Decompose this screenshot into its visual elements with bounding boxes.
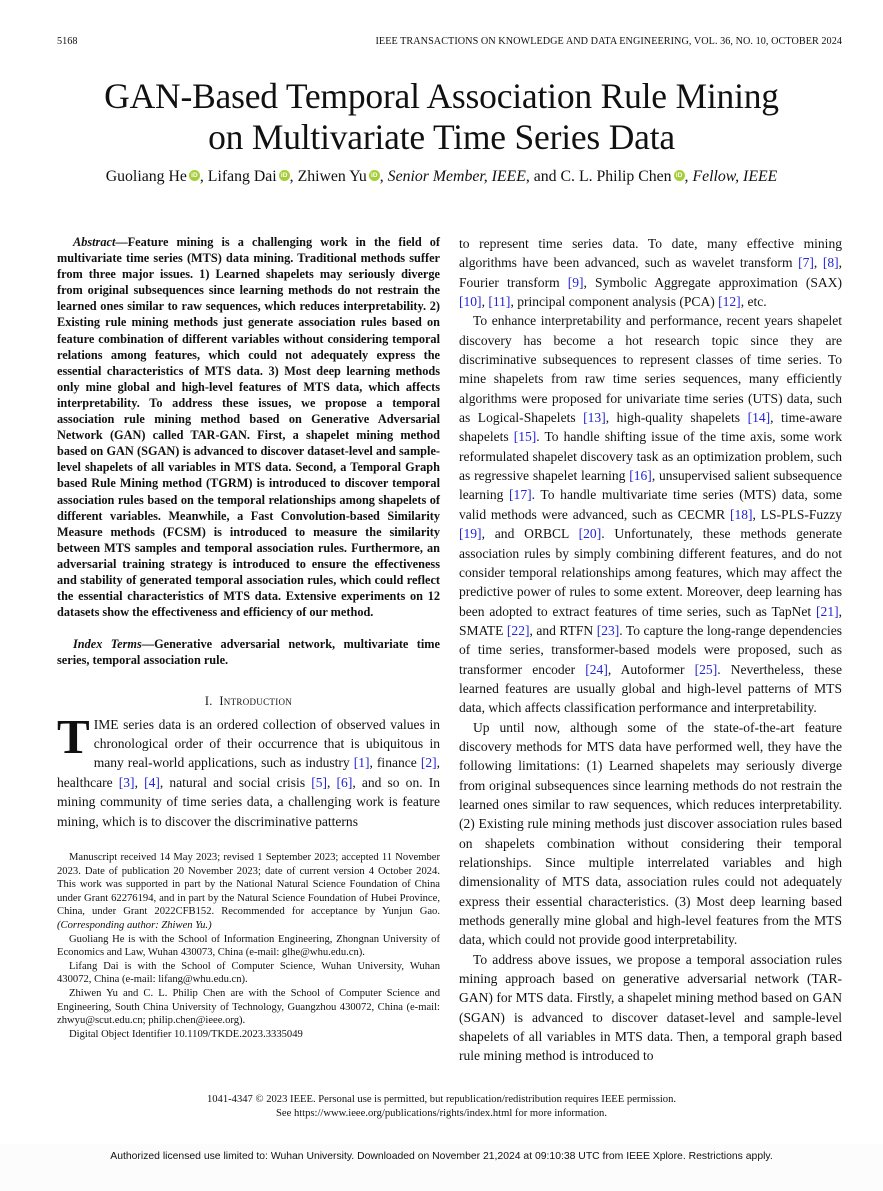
footnote-manuscript: Manuscript received 14 May 2023; revised 1 September 2023; accepted 11 November 2023. Date of publication 20 November 2023; date of current version 4 October 2024. This work was supported in part by the National Natural Science Foundation of China under Grant 62276194, and in part by the Natural Science Foundation of Hubei Province, China, under Grant 2022CFB152. Recommended for acceptance by Yunjun Gao. (Corresponding author: Zhiwen Yu.) <box>57 852 440 931</box>
intro-paragraph-4: To address above issues, we propose a temporal association rules mining approach based on generative adversarial network (TAR-GAN) for MTS data. Firstly, a shapelet mining method based on GAN (SGAN) is advanced to discover dataset-level and sample-level shapelets of all variables in MTS data. Then, a temporal graph based rule mining method is introduced to <box>459 951 842 1064</box>
citation-link[interactable]: [17] <box>509 487 532 503</box>
citation-link[interactable]: [23] <box>596 622 620 638</box>
citation-link[interactable]: [19] <box>459 526 482 542</box>
title-line-1: GAN-Based Temporal Association Rule Mining <box>104 76 779 116</box>
intro-paragraph-1: TIME series data is an ordered collection of observed values in chronological order of their occurrence that is ubiquitous in many real-world applications, such as industry [1], finance [2], healthcare [3], [4], natural and social crisis [5], [6], and so on. In mining community of time series data, a challenging work is feature mining, which is to discover the discriminative patterns <box>57 708 441 829</box>
citation-link[interactable]: [2] <box>420 755 437 771</box>
footnotes <box>57 851 440 1041</box>
citation-link[interactable]: [3] <box>118 774 135 790</box>
author-role: Senior Member, IEEE <box>387 168 526 185</box>
footnote-affiliation: Lifang Dai is with the School of Computer Science, Wuhan University, Wuhan 430072, China (e-mail: lifang@whu.edu.cn). <box>57 960 440 986</box>
citation-link[interactable]: [7] <box>798 255 814 271</box>
citation-link[interactable]: [9] <box>567 274 584 290</box>
journal-name: IEEE TRANSACTIONS ON KNOWLEDGE AND DATA ENGINEERING, VOL. 36, NO. 10, OCTOBER 2024 <box>375 36 842 47</box>
citation-link[interactable]: [15] <box>513 429 537 445</box>
citation-link[interactable]: [4] <box>144 774 160 790</box>
index-terms-text: Generative adversarial network, multivariate time series, temporal association rule. <box>57 637 441 668</box>
footnote-affiliation: Zhiwen Yu and C. L. Philip Chen are with the School of Computer Science and Engineering, South China University of Technology, Guangzhou 430072, China (e-mail: zhwyu@scut.edu.cn; philip.chen@ieee.org). <box>57 987 440 1027</box>
orcid-icon[interactable]: iD <box>279 170 290 181</box>
author-role: Fellow, IEEE <box>692 168 778 185</box>
citation-link[interactable]: [24] <box>585 661 608 677</box>
citation-link[interactable]: [20] <box>578 526 602 542</box>
citation-link[interactable]: [10] <box>459 294 482 310</box>
paper-title <box>0 76 883 158</box>
footnote-doi: Digital Object Identifier 10.1109/TKDE.2023.3335049 <box>69 1028 303 1040</box>
orcid-icon[interactable]: iD <box>674 170 685 181</box>
footnote-affiliation: Guoliang He is with the School of Information Engineering, Zhongnan University of Economics and Law, Wuhan 430073, China (e-mail: glhe@whu.edu.cn). <box>57 933 440 959</box>
orcid-icon[interactable]: iD <box>189 170 200 181</box>
license-bar: Authorized licensed use limited to: Wuhan University. Downloaded on November 21,2024 at 09:10:38 UTC from IEEE Xplore. Restrictions apply. <box>0 1144 883 1191</box>
author-name[interactable]: Zhiwen Yu <box>297 168 367 185</box>
intro-paragraph-1-cont: to represent time series data. To date, many effective mining algorithms have been advanced, such as wavelet transform [7], [8], Fourier transform [9], Symbolic Aggregate approximation (SAX) [10], [11], principal component analysis (PCA) [12], etc. <box>459 236 842 310</box>
title-line-2: on Multivariate Time Series Data <box>208 117 675 157</box>
author-name[interactable]: C. L. Philip Chen <box>560 168 672 185</box>
citation-link[interactable]: [18] <box>729 506 753 522</box>
right-column <box>459 234 842 1066</box>
abstract-text: Feature mining is a challenging work in the field of multivariate time series (MTS) data mining. Traditional methods suffer from three major issues. 1) Learned shapelets may seriously diverge from original subsequences since learning methods do not restrain the learned ones similar to raw sequences, which reduces interpretability. 2) Existing rule mining methods just generate association rules based on feature combination of different variables without considering temporal relations among features, which could not adequately express the essential characteristics of MTS data. 3) Most deep learning methods only mine global and high-level features of MTS data, which affects interpretability. To address these issues, we propose a temporal association rule mining method based on Generative Adversarial Network (GAN) called TAR-GAN. First, a shapelet mining method based on GAN (SGAN) is advanced to discover dataset-level and sample-level shapelets of all variables in MTS data. Second, a Temporal Graph based Rule Mining method (TGRM) is introduced to discover temporal association rules based on the temporal relationships among shapelets of different variables. Meanwhile, a Fast Convolution-based Similarity Measure methods (FCSM) is introduced to measure the similarity between MTS samples and temporal association rules. Furthermore, an adversarial training strategy is introduced to ensure the effectiveness and stability of generated temporal association rules, which could reflect the essential characteristics of MTS data. Extensive experiments on 12 datasets show the effectiveness and efficiency of our method. <box>57 235 440 620</box>
citation-link[interactable]: [22] <box>506 622 530 638</box>
author-list: Guoliang He iD , Lifang Dai iD , Zhiwen Yu iD , Senior Member, IEEE, and C. L. Philip Chen iD , Fellow, IEEE <box>105 168 778 185</box>
citation-link[interactable]: [21] <box>816 603 839 619</box>
author-name[interactable]: Guoliang He <box>105 168 187 185</box>
section-heading-introduction: I. Introduction <box>204 694 293 709</box>
intro-paragraph-2: To enhance interpretability and performance, recent years shapelet discovery has become a hot research topic since they are discriminative subsequences to represent classes of time series. To mine shapelets from raw time series sequences, many efficiently algorithms were proposed for univariate time series (UTS) data, such as Logical-Shapelets [13], high-quality shapelets [14], time-aware shapelets [15]. To handle shifting issue of the time axis, some work reformulated shapelet discovery task as an optimization problem, such as regressive shapelet learning [16], unsupervised salient subsequence learning [17]. To handle multivariate time series (MTS) data, some valid methods were advanced, such as CECMR [18], LS-PLS-Fuzzy [19], and ORBCL [20]. Unfortunately, these methods generate association rules by simply combining different features, and do not consider temporal relationships among features, which may affect the predictive power of rules to some extent. Moreover, deep learning has been adopted to extract features of time series, such as TapNet [21], SMATE [22], and RTFN [23]. To capture the long-range dependencies of time series, transformer-based models were proposed, such as transformer encoder [24], Autoformer [25]. Nevertheless, these learned features are usually global and high-level patterns of MTS data, which affects classification performance and interpretability. <box>459 313 843 716</box>
citation-link[interactable]: [25] <box>694 661 718 677</box>
citation-link[interactable]: [14] <box>747 410 771 426</box>
citation-link[interactable]: [8] <box>822 255 839 271</box>
citation-link[interactable]: [6] <box>336 774 353 790</box>
drop-cap: T <box>57 708 90 764</box>
orcid-icon[interactable]: iD <box>369 170 380 181</box>
index-terms-label: Index Terms <box>73 637 142 652</box>
abstract: Abstract—Feature mining is a challenging work in the field of multivariate time series (MTS) data mining. Traditional methods suffer from three major issues. 1) Learned shapelets may seriously diverge from original subsequences since learning methods do not restrain the learned ones similar to raw sequences, which reduces interpretability. 2) Existing rule mining methods just generate association rules based on feature combination of different variables without considering temporal relations among features, which could not adequately express the essential characteristics of MTS data. 3) Most deep learning methods only mine global and high-level features of MTS data, which affects interpretability. To address these issues, we propose a temporal association rule mining method based on Generative Adversarial Network (GAN) called TAR-GAN. First, a shapelet mining method based on GAN (SGAN) is advanced to discover dataset-level and sample-level shapelets of all variables in MTS data. Second, a Temporal Graph based Rule Mining method (TGRM) is introduced to discover temporal association rules based on the temporal relationships among shapelets of different variables. Meanwhile, a Fast Convolution-based Similarity Measure methods (FCSM) is introduced to measure the similarity between MTS samples and temporal association rules. Furthermore, an adversarial training strategy is introduced to ensure the effectiveness and stability of generated temporal association rules, which could reflect the essential characteristics of MTS data. Extensive experiments on 12 datasets show the effectiveness and efficiency of our method. <box>57 235 440 620</box>
intro-paragraph-3: Up until now, although some of the state-of-the-art feature discovery methods for MTS data have performed well, they have the following limitations: (1) Learned shapelets may seriously diverge from original subsequences since learning methods do not restrain the learned ones similar to raw sequences, which reduces interpretability. (2) Existing rule mining methods just discover association rules based on shapelets combination without considering their temporal relationships. Since multiple interrelated variables and high dimensionality of MTS data, association rules could not adequately express their essential characteristics. (3) Most deep learning based methods generally mine global and high-level features from the MTS data, which could not provide good interpretability. <box>459 719 842 948</box>
citation-link[interactable]: [16] <box>629 468 652 484</box>
running-header <box>57 36 842 47</box>
page-number: 5168 <box>57 36 78 47</box>
citation-link[interactable]: [12] <box>718 294 741 310</box>
author-name[interactable]: Lifang Dai <box>207 168 277 185</box>
index-terms: Index Terms—Generative adversarial network, multivariate time series, temporal association rule. <box>57 637 441 668</box>
citation-link[interactable]: [13] <box>583 410 606 426</box>
copyright-notice: 1041-4347 © 2023 IEEE. Personal use is permitted, but republication/redistribution requires IEEE permission. See https://www.ieee.org/publications/rights/index.html for more information. <box>206 1094 677 1119</box>
abstract-label: Abstract <box>73 235 116 249</box>
citation-link[interactable]: [5] <box>311 774 328 790</box>
left-column <box>57 234 440 831</box>
citation-link[interactable]: [1] <box>353 755 370 771</box>
citation-link[interactable]: [11] <box>488 294 511 310</box>
